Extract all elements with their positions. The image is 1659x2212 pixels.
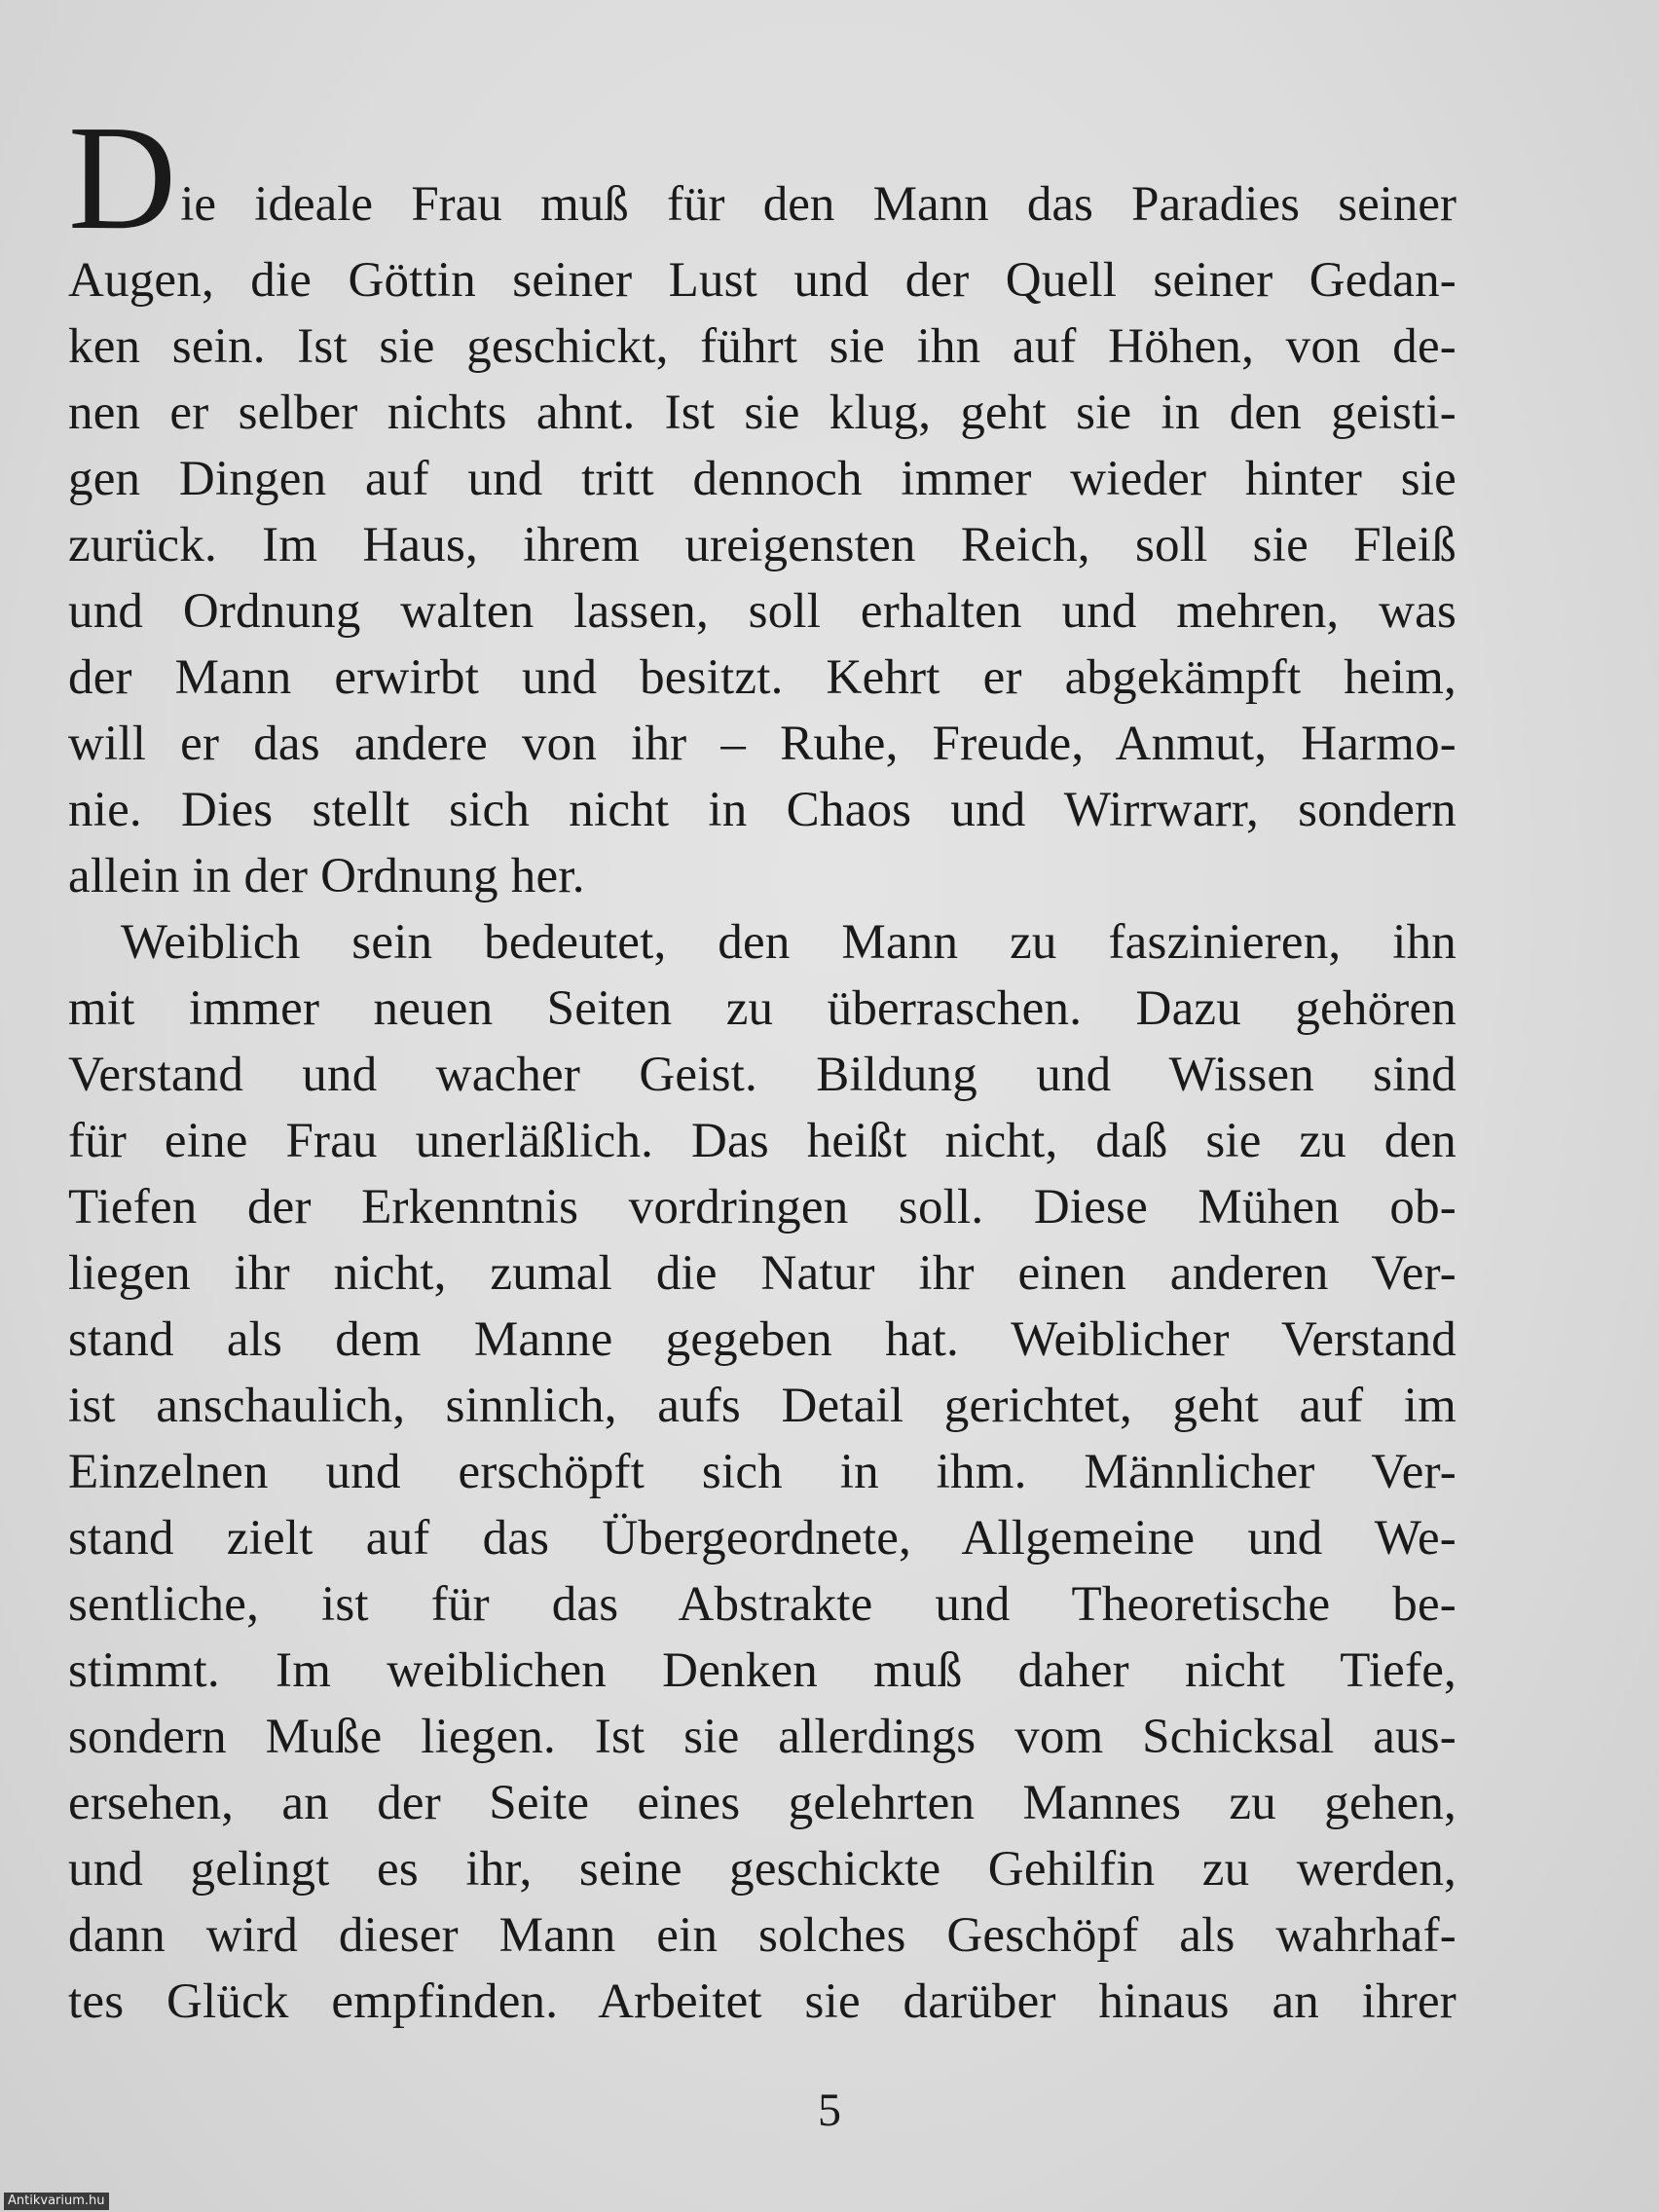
text-line: ersehen, an der Seite eines gelehrten Mannes zu gehen, bbox=[68, 1776, 1456, 1830]
text-line: sondern Muße liegen. Ist sie allerdings vom Schicksal aus- bbox=[68, 1710, 1456, 1764]
text-line: allein in der Ordnung her. bbox=[68, 849, 585, 903]
paragraph-2 bbox=[68, 909, 1456, 2035]
text-line: liegen ihr nicht, zumal die Natur ihr einen anderen Ver- bbox=[68, 1246, 1456, 1301]
text-line: stand zielt auf das Übergeordnete, Allgemeine und We- bbox=[68, 1511, 1456, 1566]
dropcap-lines bbox=[68, 95, 1456, 261]
text-line: ken sein. Ist sie geschickt, führt sie ihn auf Höhen, von de- bbox=[68, 319, 1456, 374]
text-line: stand als dem Manne gegeben hat. Weiblicher Verstand bbox=[68, 1312, 1456, 1367]
text-line: ie ideale Frau muß für den Mann das Paradies seiner bbox=[180, 177, 1456, 232]
text-line: stimmt. Im weiblichen Denken muß daher nicht Tiefe, bbox=[68, 1643, 1456, 1698]
text-line: Weiblich sein bedeutet, den Mann zu faszinieren, ihn bbox=[121, 915, 1456, 970]
text-line: und gelingt es ihr, seine geschickte Gehilfin zu werden, bbox=[68, 1842, 1456, 1897]
text-line: will er das andere von ihr – Ruhe, Freude, Anmut, Harmo- bbox=[68, 717, 1456, 771]
text-line: der Mann erwirbt und besitzt. Kehrt er abgekämpft heim, bbox=[68, 650, 1456, 705]
text-line: tes Glück empfinden. Arbeitet sie darüber hinaus an ihrer bbox=[68, 1974, 1456, 2029]
text-line: sentliche, ist für das Abstrakte und Theoretische be- bbox=[68, 1577, 1456, 1632]
text-line: nen er selber nichts ahnt. Ist sie klug, geht sie in den geisti- bbox=[68, 386, 1456, 440]
text-line: zurück. Im Haus, ihrem ureigensten Reich, soll sie Fleiß bbox=[68, 518, 1456, 572]
text-line: Augen, die Göttin seiner Lust und der Quell seiner Gedan- bbox=[68, 253, 1456, 308]
page-number: 5 bbox=[818, 2084, 841, 2136]
text-line: dann wird dieser Mann ein solches Geschöpf als wahrhaf- bbox=[68, 1908, 1456, 1963]
body-text bbox=[68, 95, 1456, 2035]
drop-cap-letter: D bbox=[68, 95, 177, 261]
text-line: nie. Dies stellt sich nicht in Chaos und Wirrwarr, sondern bbox=[68, 783, 1456, 837]
text-line: ist anschaulich, sinnlich, aufs Detail gerichtet, geht auf im bbox=[68, 1379, 1456, 1433]
text-line: und Ordnung walten lassen, soll erhalten und mehren, was bbox=[68, 584, 1456, 639]
text-line: gen Dingen auf und tritt dennoch immer wieder hinter sie bbox=[68, 452, 1456, 506]
text-line: Verstand und wacher Geist. Bildung und Wissen sind bbox=[68, 1048, 1456, 1102]
text-line: mit immer neuen Seiten zu überraschen. Dazu gehören bbox=[68, 981, 1456, 1036]
paragraph-1 bbox=[68, 95, 1456, 909]
text-line: Einzelnen und erschöpft sich in ihm. Männlicher Ver- bbox=[68, 1445, 1456, 1499]
text-line: Tiefen der Erkenntnis vordringen soll. Diese Mühen ob- bbox=[68, 1180, 1456, 1235]
text-line: für eine Frau unerläßlich. Das heißt nicht, daß sie zu den bbox=[68, 1114, 1456, 1168]
watermark: Antikvarium.hu bbox=[4, 2193, 109, 2210]
